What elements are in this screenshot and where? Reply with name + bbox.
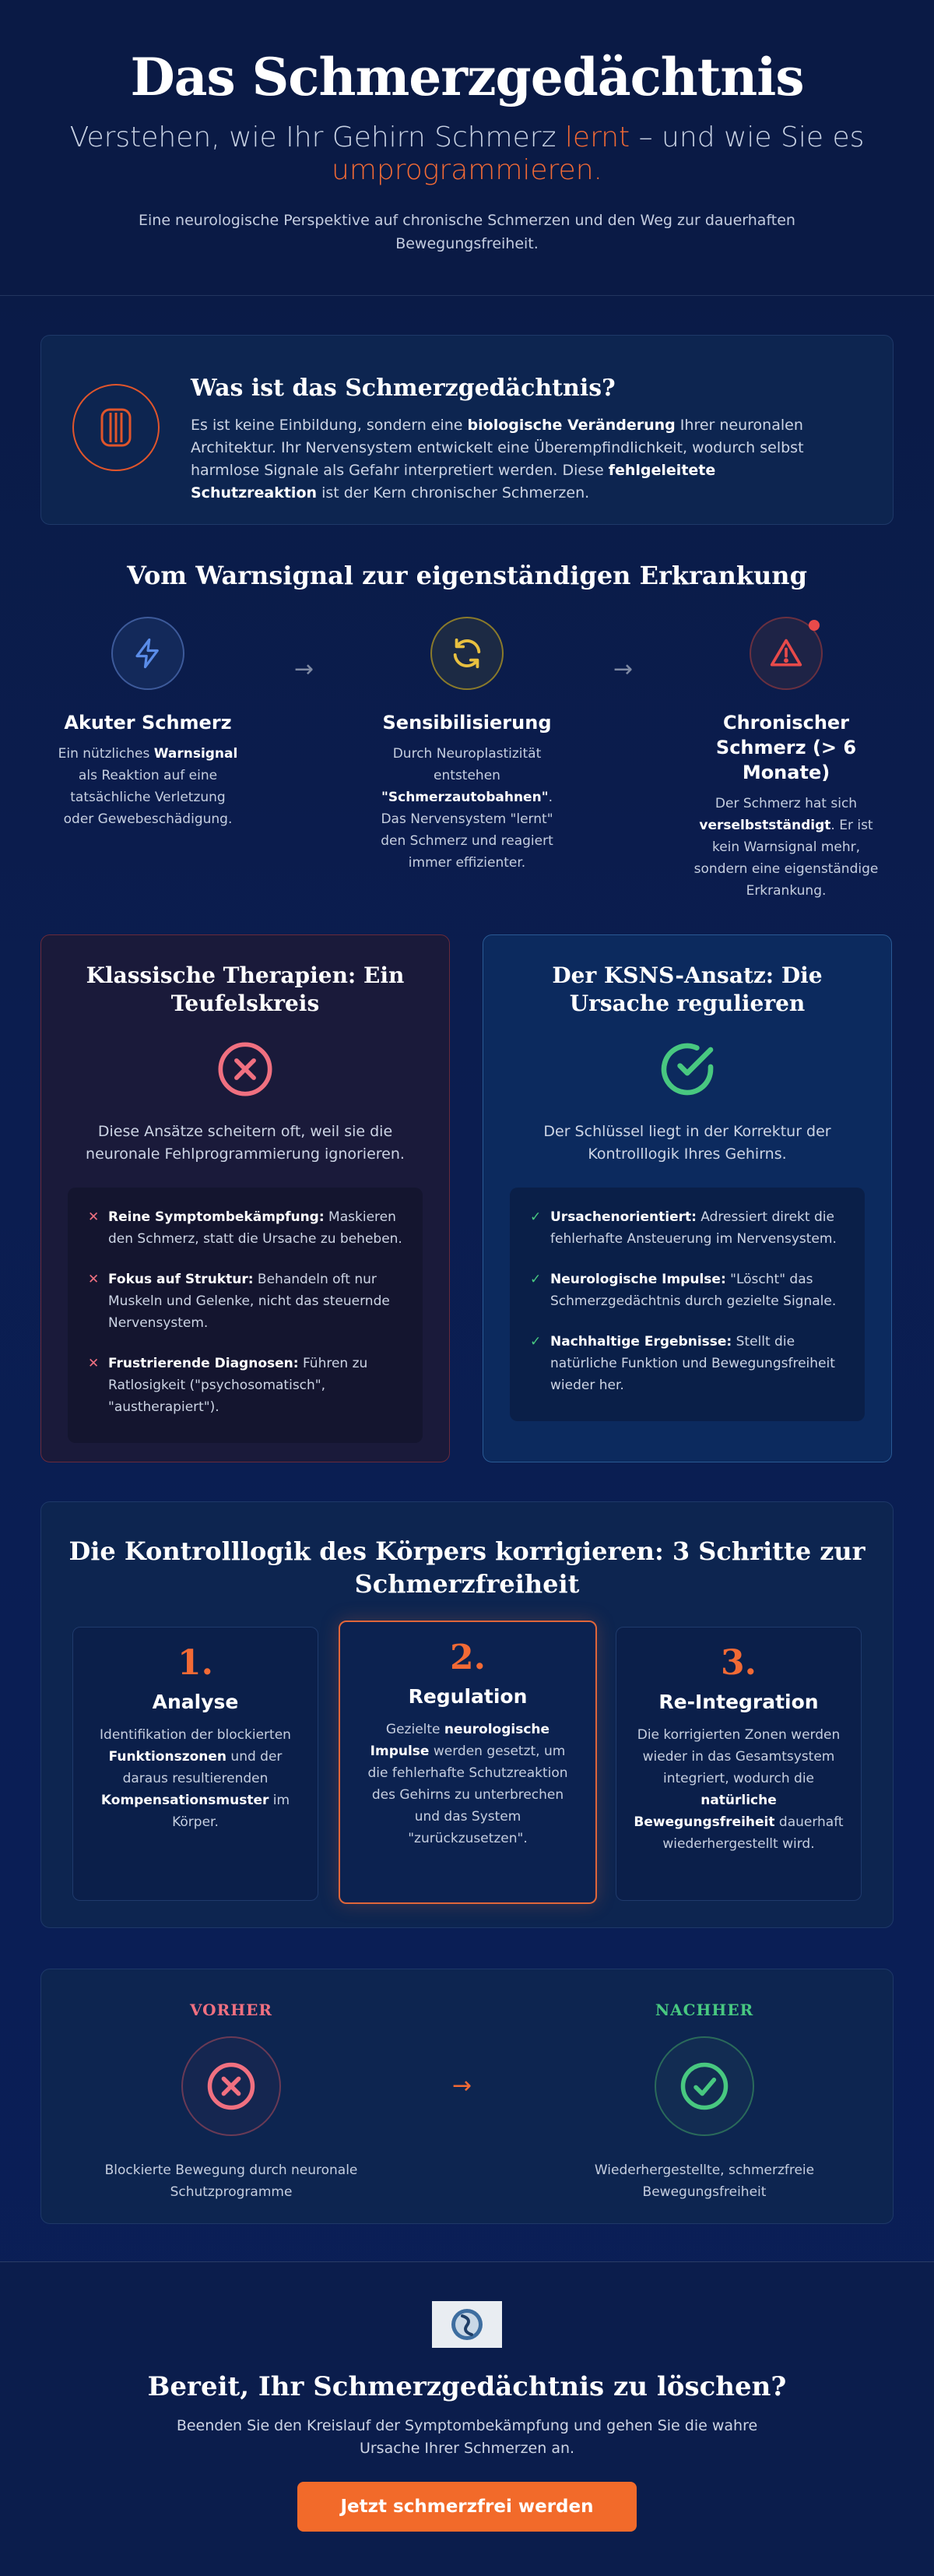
bold-text: neurologische Impulse	[370, 1722, 550, 1759]
hero-intro: Eine neurologische Perspektive auf chronische Schmerzen und den Weg zur dauerhaften Bewegungsfreiheit.	[139, 212, 795, 252]
text: Adressiert direkt die fehlerhafte Ansteuerung im Nervensystem.	[550, 1209, 837, 1247]
subtitle-accent: umprogrammieren.	[332, 154, 602, 186]
ksns-lead: Der Schlüssel liegt in der Korrektur der Kontrolllogik Ihres Gehirns.	[543, 1123, 831, 1163]
step-regulation	[339, 1621, 597, 1904]
bold-text: Nachhaltige Ergebnisse:	[550, 1334, 732, 1350]
text: Stellt die natürliche Funktion und Bewegungsfreiheit wieder her.	[550, 1334, 835, 1393]
x-icon: ✕	[88, 1356, 100, 1371]
bold-text: biologische Veränderung	[467, 417, 676, 434]
whatis-text	[191, 414, 837, 505]
subtitle-text: – und wie Sie es	[630, 121, 865, 153]
hero-section	[0, 0, 934, 296]
text: Die korrigierten Zonen werden wieder in das Gesamtsystem integriert, wodurch die	[637, 1727, 841, 1786]
page-title: Das Schmerzgedächtnis	[130, 47, 804, 107]
step-title: Analyse	[152, 1691, 239, 1713]
classic-list	[68, 1188, 423, 1443]
bold-text: verselbstständigt	[699, 818, 831, 833]
ksns-list	[510, 1188, 865, 1421]
list-item	[530, 1206, 844, 1250]
bold-text: natürliche Bewegungsfreiheit	[634, 1793, 777, 1830]
step-number: 3.	[721, 1643, 757, 1683]
stage-title: Akuter Schmerz	[64, 712, 232, 734]
before-after-section	[40, 1969, 894, 2224]
text: Der Schmerz hat sich	[715, 796, 858, 811]
whatis-content	[191, 367, 837, 505]
bold-text: Frustrierende Diagnosen:	[108, 1356, 299, 1371]
step-title: Re-Integration	[658, 1691, 819, 1713]
text: "Löscht" das Schmerzgedächtnis durch gezielte Signale.	[550, 1272, 837, 1309]
step-text	[90, 1724, 300, 1833]
steps-section	[40, 1501, 894, 1928]
text: im Körper.	[172, 1793, 290, 1830]
before-column	[75, 2001, 387, 2203]
text: . Das Nervensystem "lernt" den Schmerz und reagiert immer effizienter.	[381, 790, 553, 871]
text: Es ist keine Einbildung, sondern eine	[191, 417, 468, 434]
bold-text: "Schmerzautobahnen"	[381, 790, 549, 805]
stage-text	[693, 793, 880, 902]
notification-dot	[809, 620, 820, 631]
steps-title: Die Kontrolllogik des Körpers korrigieren: 3 Schritte zur Schmerzfreiheit	[68, 1536, 866, 1599]
text: Führen zu Ratlosigkeit ("psychosomatisch", "austherapiert").	[108, 1356, 368, 1415]
text: Gezielte	[385, 1722, 444, 1737]
stage-chronic	[677, 617, 895, 902]
x-circle-icon	[214, 1038, 276, 1100]
check-circle-icon	[655, 2036, 754, 2136]
list-item-text	[108, 1269, 402, 1334]
step-title: Regulation	[408, 1685, 528, 1708]
cta-button[interactable]: Jetzt schmerzfrei werden	[297, 2482, 637, 2532]
cta-title: Bereit, Ihr Schmerzgedächtnis zu löschen?	[147, 2371, 787, 2402]
classic-therapy-card	[40, 934, 450, 1462]
logo	[432, 2301, 502, 2348]
after-column	[549, 2001, 860, 2203]
bold-text: Funktionszonen	[108, 1749, 227, 1765]
after-text: Wiederhergestellte, schmerzfreie Bewegungsfreiheit	[594, 2163, 815, 2200]
bold-text: Ursachenorientiert:	[550, 1209, 697, 1225]
bold-text: fehlgeleitete Schutzreaktion	[191, 462, 716, 501]
list-item-text	[108, 1353, 402, 1418]
step-number: 2.	[450, 1638, 486, 1677]
step-number: 1.	[177, 1643, 213, 1683]
check-icon: ✓	[530, 1334, 542, 1350]
stage-title: Sensibilisierung	[382, 712, 552, 734]
check-circle-icon	[656, 1038, 718, 1100]
list-item	[88, 1269, 402, 1334]
lightning-icon	[111, 617, 184, 690]
classic-lead: Diese Ansätze scheitern oft, weil sie die neuronale Fehlprogrammierung ignorieren.	[86, 1123, 405, 1163]
stage-title: Chronischer Schmerz (> 6 Monate)	[715, 712, 857, 783]
ksns-title: Der KSNS-Ansatz: Die Ursache regulieren	[552, 962, 823, 1016]
evolution-title: Vom Warnsignal zur eigenständigen Erkrankung	[127, 561, 807, 590]
list-item-text	[108, 1206, 402, 1250]
text: Ein nützliches	[58, 746, 154, 762]
subtitle-text: Verstehen, wie Ihr Gehirn Schmerz	[69, 121, 565, 153]
list-item-text	[550, 1206, 844, 1250]
text: als Reaktion auf eine tatsächliche Verletzung oder Gewebeschädigung.	[63, 768, 233, 827]
stage-sensitization	[358, 617, 576, 874]
list-item	[530, 1269, 844, 1312]
stage-acute	[39, 617, 257, 830]
after-label: NACHHER	[655, 2001, 754, 2019]
check-icon: ✓	[530, 1272, 542, 1287]
text: dauerhaft wiederhergestellt wird.	[662, 1814, 844, 1852]
cta-text: Beenden Sie den Kreislauf der Symptombekämpfung und gehen Sie die wahre Ursache Ihrer Schmerzen an.	[176, 2417, 758, 2457]
list-item-text	[550, 1269, 844, 1312]
check-icon: ✓	[530, 1209, 542, 1225]
warning-icon	[750, 617, 823, 690]
step-analyse	[72, 1627, 318, 1901]
stage-text	[374, 743, 560, 874]
step-text	[363, 1719, 573, 1849]
x-icon: ✕	[88, 1272, 100, 1287]
step-reintegration	[616, 1627, 862, 1901]
brain-icon	[72, 384, 160, 471]
before-text: Blockierte Bewegung durch neuronale Schutzprogramme	[104, 2163, 358, 2200]
text: Behandeln oft nur Muskeln und Gelenke, nicht das steuernde Nervensystem.	[108, 1272, 390, 1331]
stage-text	[54, 743, 241, 830]
bold-text: Warnsignal	[153, 746, 238, 762]
arrow-right-icon: →	[613, 656, 634, 683]
text: werden gesetzt, um die fehlerhafte Schutzreaktion des Gehirns zu unterbrechen und das System "zurückzusetzen".	[367, 1744, 568, 1846]
text: Durch Neuroplastizität entstehen	[392, 746, 542, 783]
text: Identifikation der blockierten	[100, 1727, 291, 1743]
page-subtitle	[0, 121, 934, 187]
cta-section	[0, 2261, 934, 2576]
whatis-title: Was ist das Schmerzgedächtnis?	[191, 375, 616, 402]
arrow-right-icon: →	[452, 2072, 472, 2099]
ksns-card	[483, 934, 892, 1462]
classic-title: Klassische Therapien: Ein Teufelskreis	[86, 962, 405, 1016]
arrow-right-icon: →	[294, 656, 314, 683]
list-item	[88, 1353, 402, 1418]
bold-text: Kompensationsmuster	[100, 1793, 269, 1808]
text: Maskieren den Schmerz, statt die Ursache zu beheben.	[108, 1209, 402, 1247]
list-item-text	[550, 1331, 844, 1396]
list-item	[530, 1331, 844, 1396]
x-circle-icon	[181, 2036, 281, 2136]
text: Ihrer neuronalen Architektur. Ihr Nervensystem entwickelt eine Überempfindlichkeit, wodurch selbst harmlose Signale als Gefahr interpretiert werden. Diese	[191, 417, 804, 479]
whatis-card	[40, 335, 894, 525]
bold-text: Neurologische Impulse:	[550, 1272, 726, 1287]
text: . Er ist kein Warnsignal mehr, sondern eine eigenständige Erkrankung.	[693, 818, 879, 899]
step-text	[634, 1724, 844, 1855]
before-label: VORHER	[190, 2001, 272, 2019]
bold-text: Reine Symptombekämpfung:	[108, 1209, 325, 1225]
list-item	[88, 1206, 402, 1250]
x-icon: ✕	[88, 1209, 100, 1225]
subtitle-accent: lernt	[564, 121, 630, 153]
text: und der daraus resultierenden	[122, 1749, 283, 1786]
text: ist der Kern chronischer Schmerzen.	[317, 484, 590, 501]
bold-text: Fokus auf Struktur:	[108, 1272, 254, 1287]
refresh-icon	[430, 617, 504, 690]
